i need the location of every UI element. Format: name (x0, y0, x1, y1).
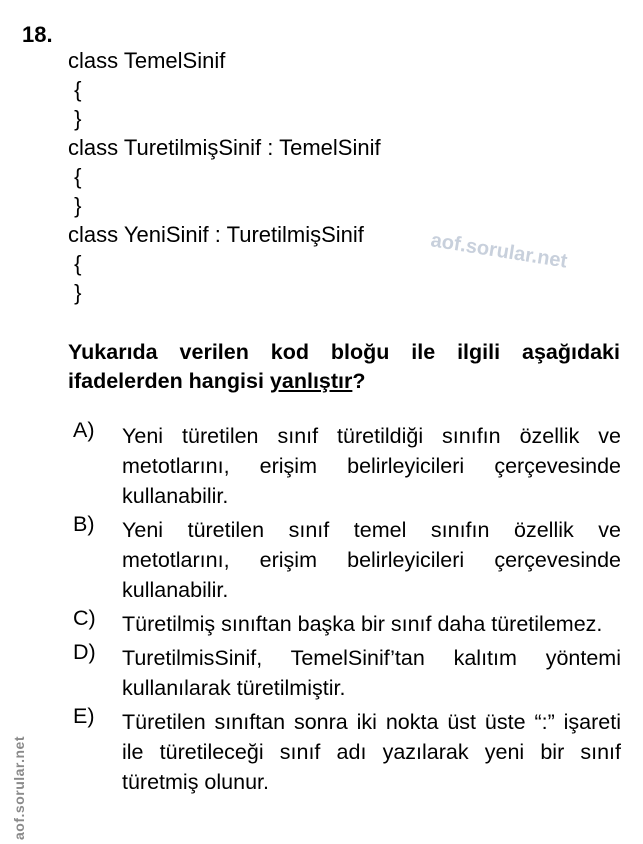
option-letter: E) (73, 704, 95, 728)
option-a[interactable] (73, 418, 621, 511)
code-line: } (68, 193, 82, 218)
option-letter: D) (73, 640, 96, 664)
question-number: 18. (22, 22, 53, 47)
option-letter: B) (73, 512, 95, 536)
code-line: } (68, 106, 82, 131)
option-b[interactable] (73, 512, 621, 605)
emphasis-underlined: yanlıştır (269, 369, 353, 393)
option-letter: C) (73, 606, 96, 630)
code-block (68, 46, 381, 307)
question-stem: Yukarıda verilen kod bloğu ile ilgili aşağıdaki ifadelerden hangisi yanlıştır? (68, 340, 620, 393)
code-line: class YeniSinif : TuretilmişSinif (68, 222, 364, 247)
option-text: Türetilen sınıftan sonra iki nokta üst üste “:” işareti ile türetileceği sınıf adı yazılarak yeni bir sınıf türetmiş olunur. (122, 710, 621, 794)
option-text: Yeni türetilen sınıf temel sınıfın özellik ve metotlarını, erişim belirleyicileri çerçevesinde kullanabilir. (122, 518, 621, 602)
code-line: { (68, 251, 82, 276)
option-e[interactable] (73, 704, 621, 797)
option-text: Türetilmiş sınıftan başka bir sınıf daha türetilemez. (122, 612, 603, 636)
code-line: } (68, 280, 82, 305)
center-watermark: aof.sorular.net (429, 229, 569, 273)
option-c[interactable] (73, 606, 621, 639)
code-line: class TemelSinif (68, 48, 226, 73)
options-list (73, 418, 621, 801)
option-d[interactable] (73, 640, 621, 703)
code-line: class TuretilmişSinif : TemelSinif (68, 135, 381, 160)
side-watermark: aof.sorular.net (11, 736, 27, 840)
option-text: TuretilmisSinif, TemelSinif’tan kalıtım yöntemi kullanılarak türetilmiştir. (122, 646, 621, 700)
option-text: Yeni türetilen sınıf türetildiği sınıfın özellik ve metotlarını, erişim belirleyicileri çerçevesinde kullanabilir. (122, 424, 621, 508)
option-letter: A) (73, 418, 95, 442)
code-line: { (68, 164, 82, 189)
code-line: { (68, 77, 82, 102)
